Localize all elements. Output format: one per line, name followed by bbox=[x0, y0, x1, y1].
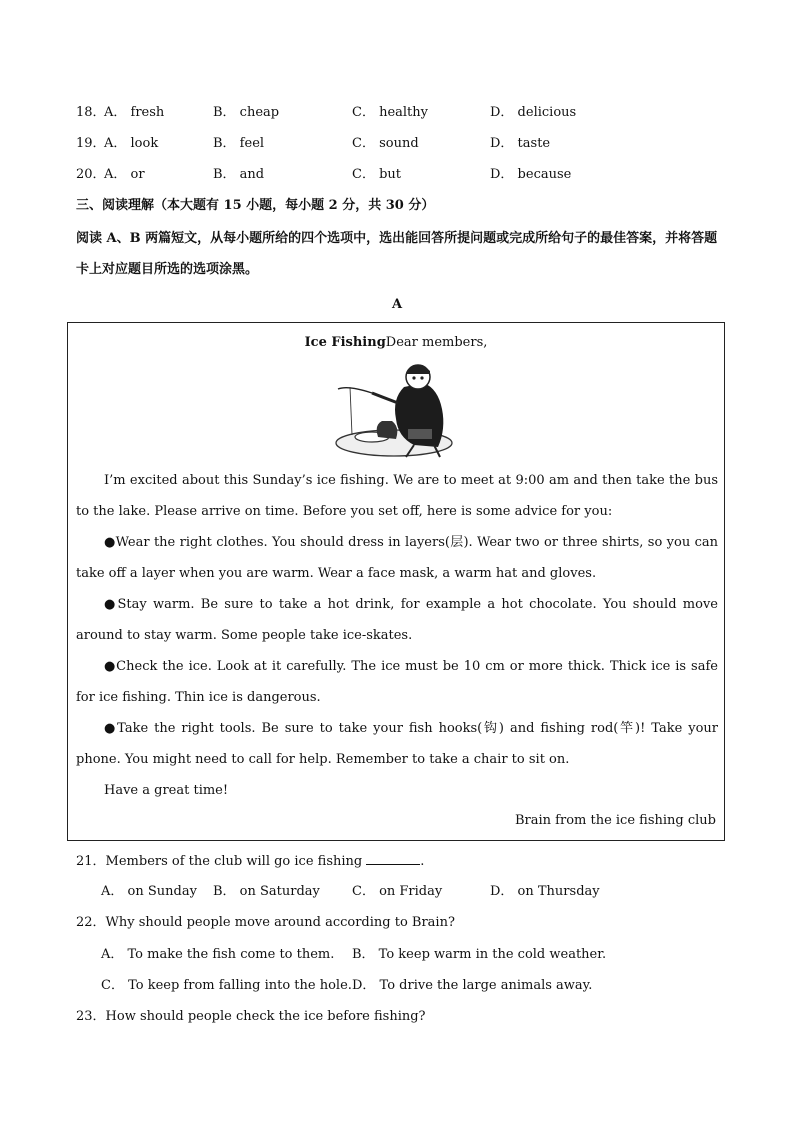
question-number: 19． bbox=[76, 136, 106, 151]
passage-label: A bbox=[391, 297, 403, 312]
ice-fishing-illustration bbox=[334, 359, 460, 463]
passage-greeting: Dear members, bbox=[385, 335, 488, 350]
option-d[interactable]: D． delicious bbox=[490, 105, 577, 120]
passage-signature: Brain from the ice fishing club bbox=[514, 813, 716, 828]
option-a[interactable]: A． on Sunday bbox=[101, 884, 197, 899]
option-b[interactable]: B． on Saturday bbox=[213, 884, 320, 899]
option-a[interactable]: A． or bbox=[104, 167, 145, 182]
section-instruction: 阅读 A、B 两篇短文，从每小题所给的四个选项中，选出能回答所提问题或完成所给句子的最佳答案，并将答题卡上对应题目所选的选项涂黑。 bbox=[76, 231, 718, 277]
question-number: 21． bbox=[76, 854, 106, 869]
question-23 bbox=[76, 1008, 426, 1026]
question-21 bbox=[76, 852, 424, 871]
option-c[interactable]: C． healthy bbox=[352, 105, 428, 120]
question-text: Why should people move around according to Brain? bbox=[105, 915, 455, 930]
question-20 bbox=[76, 166, 716, 184]
advice-ice: ●Check the ice. Look at it carefully. The ice must be 10 cm or more thick. Thick ice is safe for ice fishing. Thin ice is dangerous. bbox=[76, 659, 718, 705]
question-text: How should people check the ice before fishing? bbox=[105, 1009, 426, 1024]
option-b[interactable]: B． To keep warm in the cold weather. bbox=[352, 947, 607, 962]
option-d[interactable]: D． because bbox=[490, 167, 572, 182]
passage-title: Ice Fishing bbox=[304, 335, 386, 350]
question-end: . bbox=[420, 854, 425, 869]
question-number: 22． bbox=[76, 915, 106, 930]
option-a[interactable]: A． To make the fish come to them. bbox=[101, 947, 335, 962]
closing-line: Have a great time! bbox=[104, 783, 229, 798]
option-b[interactable]: B． and bbox=[213, 167, 265, 182]
passage-title-line bbox=[68, 335, 724, 350]
question-number: 20． bbox=[76, 167, 106, 182]
option-d[interactable]: D． on Thursday bbox=[490, 884, 600, 899]
question-number: 18． bbox=[76, 105, 106, 120]
question-number: 23． bbox=[76, 1009, 106, 1024]
answer-blank[interactable] bbox=[366, 852, 420, 865]
option-a[interactable]: A． fresh bbox=[104, 105, 165, 120]
passage-box bbox=[67, 322, 725, 841]
option-c[interactable]: C． sound bbox=[352, 136, 419, 151]
option-b[interactable]: B． feel bbox=[213, 136, 265, 151]
option-c[interactable]: C． but bbox=[352, 167, 401, 182]
question-19 bbox=[76, 135, 716, 153]
advice-clothes: ●Wear the right clothes. You should dress in layers(层). Wear two or three shirts, so you can take off a layer when you are warm. Wear a face mask, a warm hat and gloves. bbox=[76, 535, 718, 581]
question-18 bbox=[76, 104, 716, 122]
question-text: Members of the club will go ice fishing bbox=[105, 854, 363, 869]
question-22 bbox=[76, 914, 455, 932]
advice-tools: ●Take the right tools. Be sure to take your fish hooks(钩) and fishing rod(竿)! Take your phone. You might need to call for help. Remember to take a chair to sit on. bbox=[76, 721, 718, 767]
section-heading: 三、阅读理解（本大题有 15 小题，每小题 2 分，共 30 分） bbox=[76, 198, 435, 213]
option-a[interactable]: A． look bbox=[104, 136, 159, 151]
option-d[interactable]: D． taste bbox=[490, 136, 551, 151]
passage-body bbox=[76, 465, 718, 806]
option-c[interactable]: C． To keep from falling into the hole. bbox=[101, 978, 352, 993]
option-d[interactable]: D． To drive the large animals away. bbox=[352, 978, 593, 993]
advice-warm: ●Stay warm. Be sure to take a hot drink, for example a hot chocolate. You should move around to stay warm. Some people take ice-skates. bbox=[76, 597, 718, 643]
option-c[interactable]: C． on Friday bbox=[352, 884, 443, 899]
option-b[interactable]: B． cheap bbox=[213, 105, 280, 120]
passage-paragraph: I’m excited about this Sunday’s ice fishing. We are to meet at 9:00 am and then take the bus to the lake. Please arrive on time. Before you set off, here is some advice for you: bbox=[76, 473, 718, 519]
